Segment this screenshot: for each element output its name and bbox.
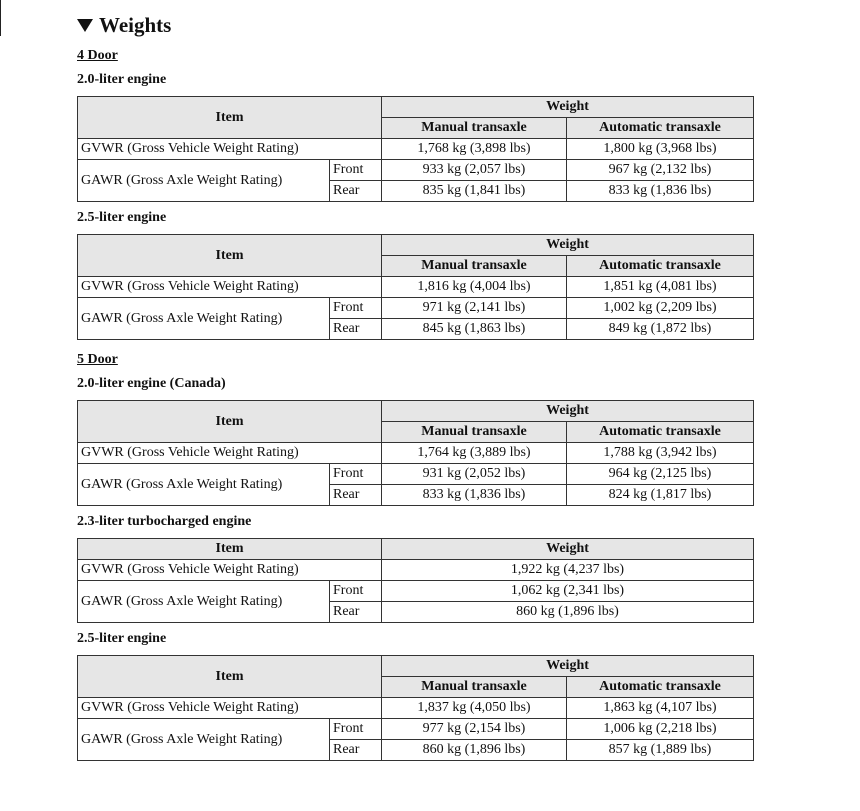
table-row <box>78 719 754 740</box>
cell-value: 1,002 kg (2,209 lbs) <box>567 298 754 319</box>
cell-value: 1,800 kg (3,968 lbs) <box>567 139 754 160</box>
table-row <box>78 560 754 581</box>
row-label-front: Front <box>330 581 382 602</box>
row-label-gvwr: GVWR (Gross Vehicle Weight Rating) <box>78 443 382 464</box>
header-item: Item <box>78 401 382 443</box>
header-manual: Manual transaxle <box>382 422 567 443</box>
table-row <box>78 443 754 464</box>
section-title-text: Weights <box>99 13 172 37</box>
header-manual: Manual transaxle <box>382 118 567 139</box>
cell-value: 860 kg (1,896 lbs) <box>382 602 754 623</box>
table-header-row <box>78 235 754 256</box>
cell-value: 964 kg (2,125 lbs) <box>567 464 754 485</box>
cell-value: 1,764 kg (3,889 lbs) <box>382 443 567 464</box>
cell-value: 1,768 kg (3,898 lbs) <box>382 139 567 160</box>
row-label-rear: Rear <box>330 319 382 340</box>
body-type-4-door: 4 Door <box>77 48 118 63</box>
section-title <box>77 10 753 40</box>
table-header-row <box>78 401 754 422</box>
engine-title-4d-20: 2.0-liter engine <box>77 72 167 87</box>
row-label-gvwr: GVWR (Gross Vehicle Weight Rating) <box>78 698 382 719</box>
cell-value: 857 kg (1,889 lbs) <box>567 740 754 761</box>
weights-table-4d-20 <box>77 96 754 202</box>
row-label-front: Front <box>330 298 382 319</box>
cell-value: 845 kg (1,863 lbs) <box>382 319 567 340</box>
header-manual: Manual transaxle <box>382 256 567 277</box>
body-type-5-door: 5 Door <box>77 352 118 367</box>
cell-value: 967 kg (2,132 lbs) <box>567 160 754 181</box>
row-label-gawr: GAWR (Gross Axle Weight Rating) <box>78 464 330 506</box>
table-row <box>78 298 754 319</box>
cell-value: 849 kg (1,872 lbs) <box>567 319 754 340</box>
cell-value: 1,006 kg (2,218 lbs) <box>567 719 754 740</box>
engine-title-5d-25: 2.5-liter engine <box>77 631 167 646</box>
header-automatic: Automatic transaxle <box>567 677 754 698</box>
weights-table-5d-25 <box>77 655 754 761</box>
table-row <box>78 581 754 602</box>
weights-page <box>77 10 753 761</box>
cell-value: 1,851 kg (4,081 lbs) <box>567 277 754 298</box>
header-weight: Weight <box>382 401 754 422</box>
row-label-gvwr: GVWR (Gross Vehicle Weight Rating) <box>78 277 382 298</box>
cell-value: 833 kg (1,836 lbs) <box>567 181 754 202</box>
cell-value: 1,922 kg (4,237 lbs) <box>382 560 754 581</box>
row-label-rear: Rear <box>330 740 382 761</box>
header-item: Item <box>78 97 382 139</box>
triangle-down-icon <box>77 19 93 32</box>
table-row <box>78 277 754 298</box>
header-weight: Weight <box>382 539 754 560</box>
table-row <box>78 139 754 160</box>
header-weight: Weight <box>382 97 754 118</box>
table-header-row <box>78 97 754 118</box>
table-header-row <box>78 656 754 677</box>
cell-value: 977 kg (2,154 lbs) <box>382 719 567 740</box>
cell-value: 835 kg (1,841 lbs) <box>382 181 567 202</box>
header-automatic: Automatic transaxle <box>567 256 754 277</box>
header-item: Item <box>78 235 382 277</box>
row-label-gvwr: GVWR (Gross Vehicle Weight Rating) <box>78 139 382 160</box>
engine-title-5d-20: 2.0-liter engine (Canada) <box>77 376 226 391</box>
header-item: Item <box>78 656 382 698</box>
weights-table-4d-25 <box>77 234 754 340</box>
header-automatic: Automatic transaxle <box>567 422 754 443</box>
row-label-gawr: GAWR (Gross Axle Weight Rating) <box>78 298 330 340</box>
header-item: Item <box>78 539 382 560</box>
row-label-gawr: GAWR (Gross Axle Weight Rating) <box>78 581 330 623</box>
cell-value: 1,788 kg (3,942 lbs) <box>567 443 754 464</box>
cell-value: 824 kg (1,817 lbs) <box>567 485 754 506</box>
table-row <box>78 698 754 719</box>
cell-value: 1,863 kg (4,107 lbs) <box>567 698 754 719</box>
header-weight: Weight <box>382 656 754 677</box>
header-manual: Manual transaxle <box>382 677 567 698</box>
cell-value: 833 kg (1,836 lbs) <box>382 485 567 506</box>
header-automatic: Automatic transaxle <box>567 118 754 139</box>
cell-value: 1,062 kg (2,341 lbs) <box>382 581 754 602</box>
row-label-gawr: GAWR (Gross Axle Weight Rating) <box>78 719 330 761</box>
engine-title-5d-23t: 2.3-liter turbocharged engine <box>77 514 252 529</box>
engine-title-4d-25: 2.5-liter engine <box>77 210 167 225</box>
table-row <box>78 160 754 181</box>
cell-value: 1,816 kg (4,004 lbs) <box>382 277 567 298</box>
row-label-front: Front <box>330 719 382 740</box>
row-label-rear: Rear <box>330 602 382 623</box>
cell-value: 860 kg (1,896 lbs) <box>382 740 567 761</box>
row-label-gvwr: GVWR (Gross Vehicle Weight Rating) <box>78 560 382 581</box>
weights-table-5d-20 <box>77 400 754 506</box>
header-weight: Weight <box>382 235 754 256</box>
cell-value: 971 kg (2,141 lbs) <box>382 298 567 319</box>
row-label-gawr: GAWR (Gross Axle Weight Rating) <box>78 160 330 202</box>
cell-value: 1,837 kg (4,050 lbs) <box>382 698 567 719</box>
table-row <box>78 464 754 485</box>
table-header-row <box>78 539 754 560</box>
row-label-rear: Rear <box>330 181 382 202</box>
row-label-front: Front <box>330 464 382 485</box>
row-label-rear: Rear <box>330 485 382 506</box>
cell-value: 933 kg (2,057 lbs) <box>382 160 567 181</box>
cell-value: 931 kg (2,052 lbs) <box>382 464 567 485</box>
weights-table-5d-23t <box>77 538 754 623</box>
page-edge-mark <box>0 0 1 36</box>
row-label-front: Front <box>330 160 382 181</box>
